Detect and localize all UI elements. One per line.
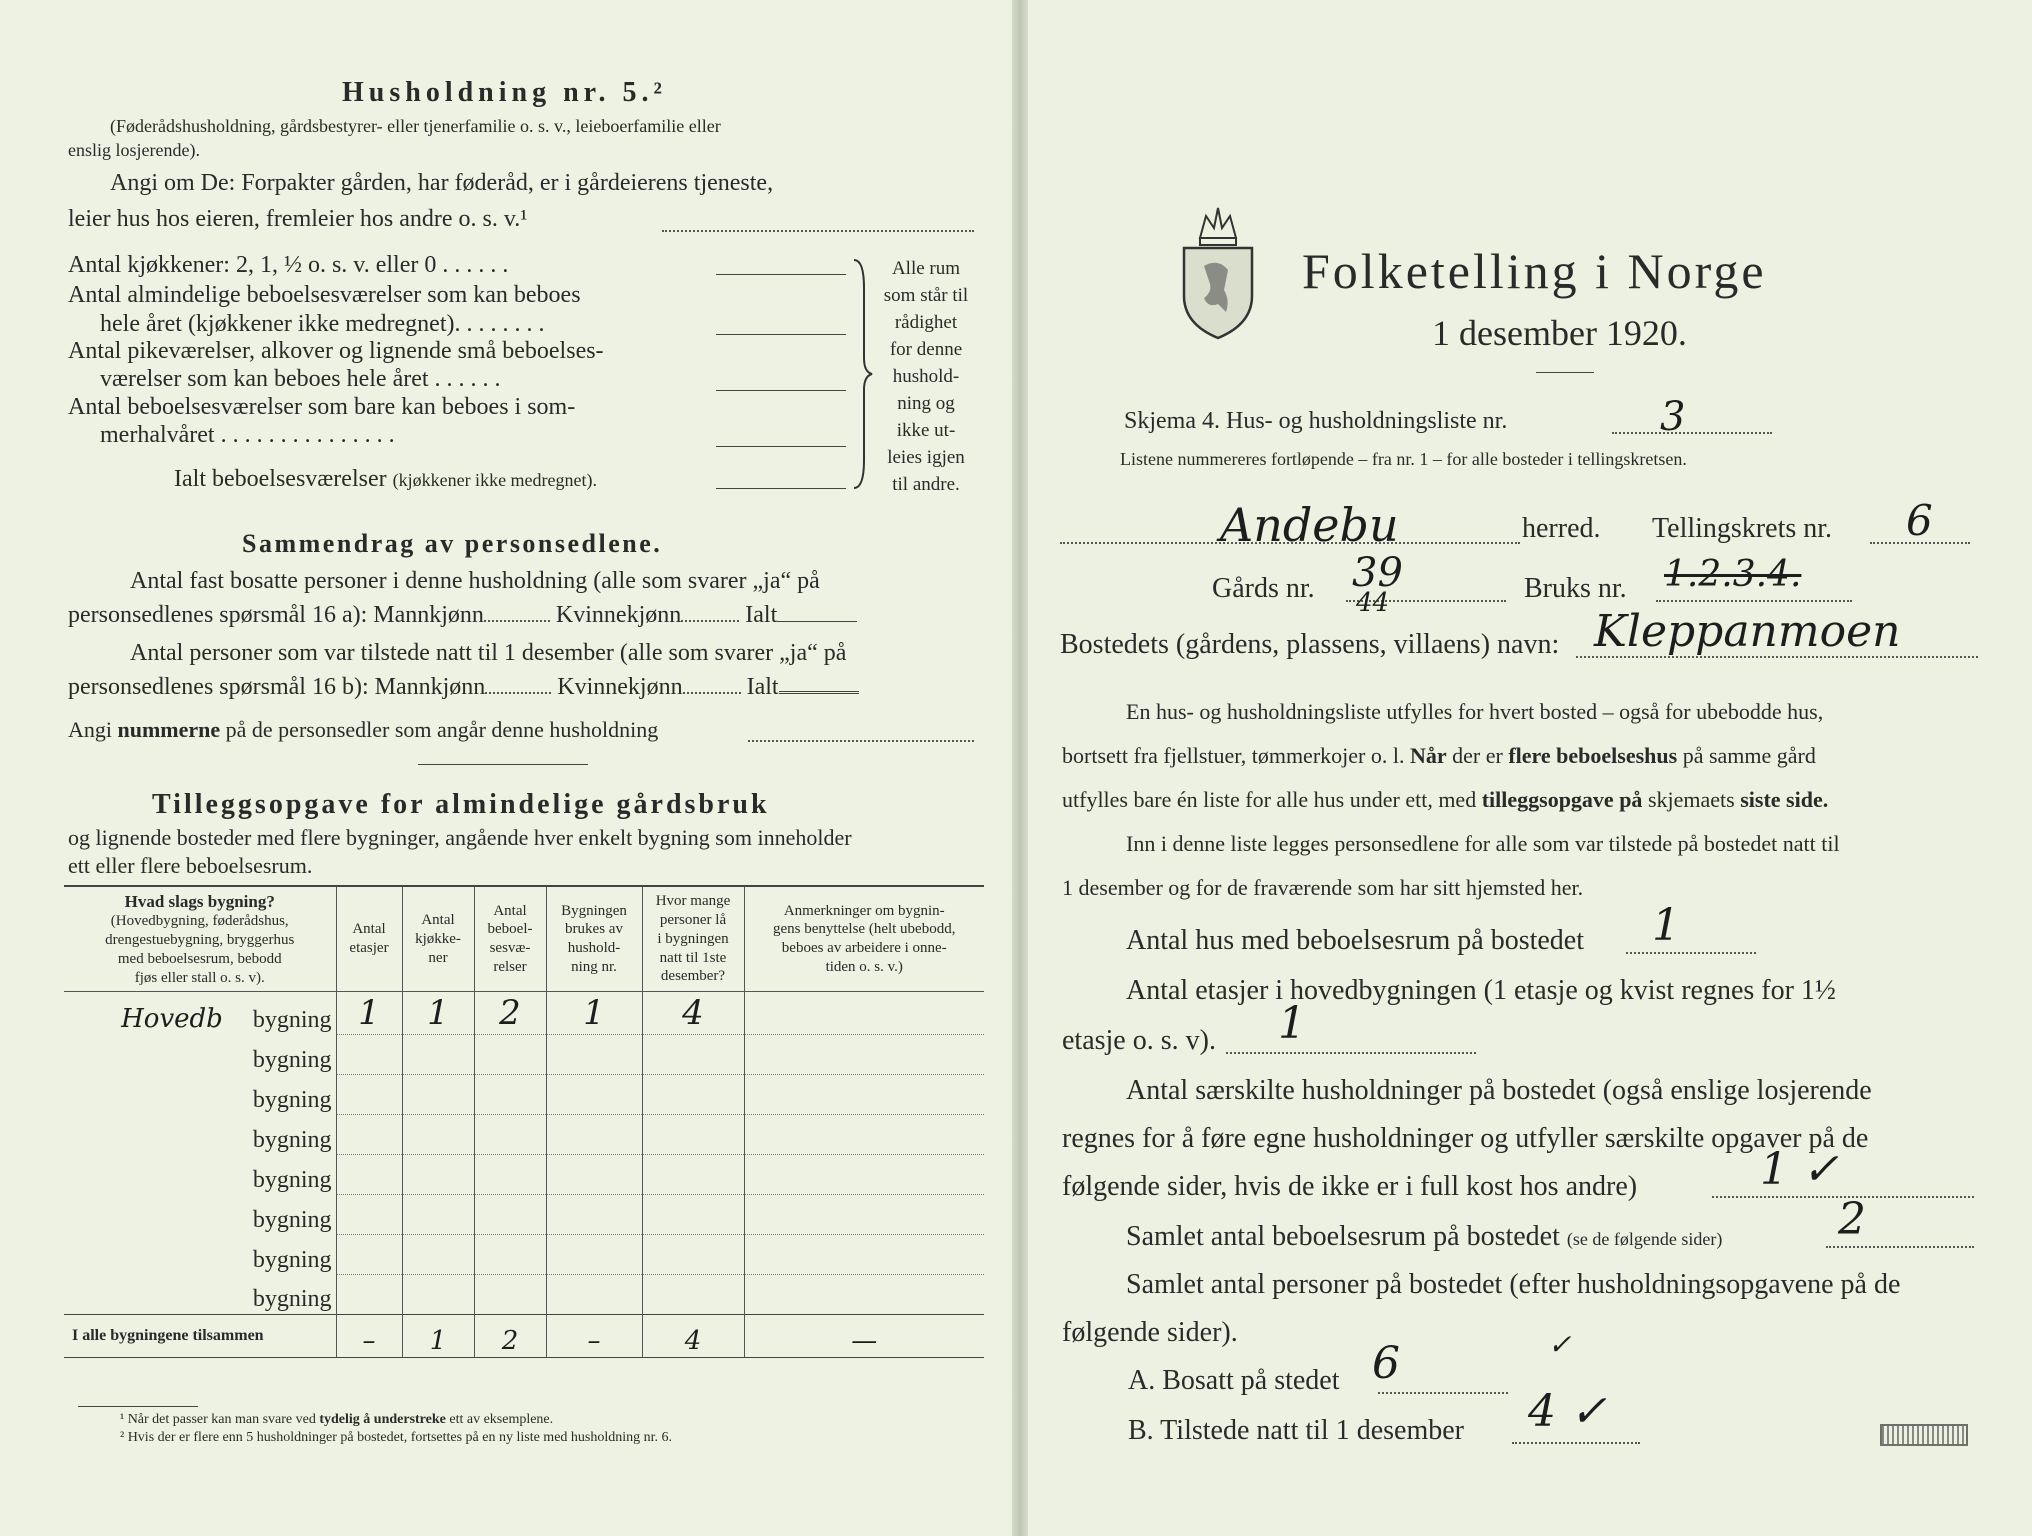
row-suffix: bygning bbox=[252, 1086, 332, 1113]
pike-answer-line bbox=[716, 390, 846, 391]
q-hus-label: Antal hus med beboelsesrum på bostedet bbox=[1126, 925, 1585, 956]
cell-kjokkener bbox=[402, 1035, 474, 1075]
cell-vaerelser bbox=[474, 1035, 546, 1075]
cell-etasjer bbox=[336, 1195, 402, 1235]
cell-kjokkener bbox=[402, 1155, 474, 1195]
census-title: Folketelling i Norge bbox=[1302, 243, 1767, 299]
instr2-line-2: 1 desember og for de fraværende som har sitt hjemsted her. bbox=[1062, 875, 1584, 900]
row-building-type bbox=[64, 1035, 336, 1075]
table-row bbox=[64, 1035, 984, 1075]
cell-personer bbox=[642, 1075, 744, 1115]
cell-etasjer bbox=[336, 1155, 402, 1195]
q-hus-value: 1 bbox=[1652, 900, 1680, 951]
cell-vaerelser bbox=[474, 1235, 546, 1275]
row-building-type bbox=[64, 1275, 336, 1315]
cell-etasjer: 1 bbox=[336, 992, 402, 1035]
cell-personer bbox=[642, 1035, 744, 1075]
q-samlet-rum-line bbox=[1826, 1246, 1974, 1248]
row-suffix: bygning bbox=[252, 1246, 332, 1273]
brace-note-line: rådighet bbox=[894, 311, 958, 333]
col-type-title: Hvad slags bygning? bbox=[124, 892, 275, 911]
household-note-1: (Føderådshusholdning, gårdsbestyrer- eller tjenerfamilie o. s. v., leieboerfamilie eller bbox=[110, 116, 721, 136]
census-date: 1 desember 1920. bbox=[1432, 313, 1687, 353]
row-type-value: Hovedb bbox=[121, 1003, 223, 1034]
cell-kjokkener bbox=[402, 1115, 474, 1155]
bruks-value: 1.2.3.4. bbox=[1664, 554, 1802, 595]
cell-vaerelser: 2 bbox=[474, 992, 546, 1035]
q-hus-line bbox=[1626, 952, 1756, 954]
table-header-row bbox=[64, 886, 984, 992]
row-suffix: bygning bbox=[252, 1046, 332, 1073]
cell-anm bbox=[744, 1195, 984, 1235]
gards-label: Gårds nr. bbox=[1212, 573, 1315, 604]
tellingskrets-value: 6 bbox=[1906, 496, 1933, 545]
title-rule bbox=[1536, 372, 1594, 373]
bosted-label: Bostedets (gårdens, plassens, villaens) navn: bbox=[1060, 629, 1560, 660]
summary-fast-2: personsedlenes spørsmål 16 a): Mannkjønn Kvinnekjønn Ialt bbox=[68, 602, 857, 628]
row-building-type bbox=[64, 992, 336, 1035]
cell-personer bbox=[642, 1115, 744, 1155]
bosted-value: Kleppanmoen bbox=[1594, 606, 1901, 657]
summary-tilst-1: Antal personer som var tilstede natt til 1 desember (alle som svarer „ja“ på bbox=[130, 640, 847, 666]
cell-vaerelser bbox=[474, 1275, 546, 1315]
skjema-label: Skjema 4. Hus- og husholdningsliste nr. bbox=[1124, 408, 1508, 434]
brace-note-line: Alle rum bbox=[891, 258, 961, 279]
rooms-som-1: Antal beboelsesværelser som bare kan beboes i som- bbox=[68, 394, 576, 420]
cell-etasjer bbox=[336, 1115, 402, 1155]
total-kjokkener: 1 bbox=[402, 1315, 474, 1358]
q-tilstede-label: B. Tilstede natt til 1 desember bbox=[1128, 1415, 1464, 1446]
q-etasjer-value: 1 bbox=[1278, 998, 1306, 1049]
cell-personer bbox=[642, 1235, 744, 1275]
footnote-2: ² Hvis der er flere enn 5 husholdninger på bostedet, fortsettes på en ny liste med husholdning nr. 6. bbox=[120, 1430, 673, 1445]
row-suffix: bygning bbox=[252, 1166, 332, 1193]
col-anmerkninger: Anmerkninger om bygnin- gens benyttelse (helt ubebodd, beboes av arbeidere i onne- tiden o. s. v.) bbox=[744, 886, 984, 992]
row-suffix: bygning bbox=[252, 1286, 332, 1313]
instr1-line-2: bortsett fra fjellstuer, tømmerkojer o. l. Når der er flere beboelseshus på samme gård bbox=[1062, 743, 1816, 768]
rooms-ialt: Ialt beboelsesværelser (kjøkkener ikke medregnet). bbox=[174, 466, 598, 492]
household-note-2: enslig losjerende). bbox=[68, 140, 200, 160]
angi-answer-line bbox=[662, 230, 974, 232]
q-tilstede-line bbox=[1512, 1442, 1640, 1444]
q-samlet-pers-1: Samlet antal personer på bostedet (efter husholdningsopgavene på de bbox=[1126, 1269, 1901, 1300]
skjema-value: 3 bbox=[1660, 394, 1686, 440]
total-etasjer: – bbox=[336, 1315, 402, 1358]
brace-note-line: som står til bbox=[883, 284, 969, 306]
q-samlet-rum: Samlet antal beboelsesrum på bostedet (se de følgende sider) bbox=[1126, 1221, 1723, 1252]
page-spine bbox=[1012, 0, 1028, 1536]
row-building-type bbox=[64, 1155, 336, 1195]
row-suffix: bygning bbox=[252, 1006, 332, 1033]
check-mark: ✓ bbox=[1548, 1328, 1572, 1361]
tellingskrets-label: Tellingskrets nr. bbox=[1652, 513, 1833, 544]
cell-anm bbox=[744, 1155, 984, 1195]
kjokkener-answer-line bbox=[716, 274, 846, 275]
cell-anm bbox=[744, 992, 984, 1035]
cell-personer: 4 bbox=[642, 992, 744, 1035]
cell-kjokkener bbox=[402, 1195, 474, 1235]
col-kjokkener: Antal kjøkke- ner bbox=[402, 886, 474, 992]
row-building-type bbox=[64, 1195, 336, 1235]
cell-anm bbox=[744, 1075, 984, 1115]
brace-note bbox=[878, 256, 974, 499]
row-building-type bbox=[64, 1235, 336, 1275]
printer-stamp bbox=[1880, 1424, 1968, 1446]
rooms-alm-2: hele året (kjøkkener ikke medregnet). . . . . . . . bbox=[100, 311, 545, 337]
q-etasjer-line bbox=[1226, 1052, 1476, 1054]
cell-kjokkener bbox=[402, 1075, 474, 1115]
cell-husholdning bbox=[546, 1275, 642, 1315]
angi-line-2: leier hus hos eieren, fremleier hos andre o. s. v.¹ bbox=[68, 206, 528, 232]
brace-icon bbox=[850, 258, 876, 490]
cell-kjokkener: 1 bbox=[402, 992, 474, 1035]
table-row bbox=[64, 1195, 984, 1235]
col-type-note: fjøs eller stall o. s. v). bbox=[134, 969, 265, 986]
table-row bbox=[64, 1155, 984, 1195]
cell-etasjer bbox=[336, 1275, 402, 1315]
q-samlet-rum-value: 2 bbox=[1838, 1194, 1866, 1245]
table-row bbox=[64, 992, 984, 1035]
table-total-row bbox=[64, 1315, 984, 1358]
col-type-note: drengestuebygning, bryggerhus bbox=[105, 932, 295, 948]
summary-fast-1: Antal fast bosatte personer i denne husholdning (alle som svarer „ja“ på bbox=[130, 568, 820, 594]
brace-note-line: leies igjen bbox=[887, 446, 965, 468]
summary-tilst-2: personsedlenes spørsmål 16 b): Mannkjønn Kvinnekjønn Ialt bbox=[68, 674, 859, 700]
brace-note-line: ning og bbox=[897, 392, 955, 414]
table-row bbox=[64, 1115, 984, 1155]
rooms-alm-1: Antal almindelige beboelsesværelser som kan beboes bbox=[68, 282, 581, 308]
col-building-type bbox=[64, 886, 336, 992]
instr1-line-1: En hus- og husholdningsliste utfylles for hvert bosted – også for ubebodde hus, bbox=[1126, 699, 1824, 724]
cell-vaerelser bbox=[474, 1075, 546, 1115]
angi-nummer-line bbox=[748, 740, 974, 742]
brace-note-line: til andre. bbox=[892, 473, 960, 495]
q-sers-2: regnes for å føre egne husholdninger og utfyller særskilte opgaver på de bbox=[1062, 1123, 1869, 1154]
brace-note-line: for denne bbox=[889, 338, 963, 360]
gards-value-2: 44 bbox=[1356, 588, 1390, 618]
rooms-som-2: merhalvåret . . . . . . . . . . . . . . . bbox=[100, 422, 395, 448]
herred-label: herred. bbox=[1522, 513, 1601, 544]
alm-answer-line bbox=[716, 334, 846, 335]
cell-kjokkener bbox=[402, 1275, 474, 1315]
total-anmerkninger: — bbox=[744, 1315, 984, 1358]
q-sers-3: følgende sider, hvis de ikke er i full kost hos andre) bbox=[1062, 1171, 1638, 1202]
total-personer: 4 bbox=[642, 1315, 744, 1358]
cell-etasjer bbox=[336, 1035, 402, 1075]
brace-note-line: hushold- bbox=[892, 365, 960, 387]
brace-note-line: ikke ut- bbox=[896, 419, 956, 441]
cell-husholdning bbox=[546, 1115, 642, 1155]
cell-husholdning bbox=[546, 1155, 642, 1195]
supplement-text-1: og lignende bosteder med flere bygninger, angående hver enkelt bygning som inneholder bbox=[68, 825, 852, 850]
instr1-line-3: utfylles bare én liste for alle hus under ett, med tilleggsopgave på skjemaets siste side. bbox=[1062, 787, 1829, 812]
bruks-line bbox=[1656, 600, 1852, 602]
total-husholdning: – bbox=[546, 1315, 642, 1358]
cell-vaerelser bbox=[474, 1195, 546, 1235]
col-etasjer: Antal etasjer bbox=[336, 886, 402, 992]
row-building-type bbox=[64, 1115, 336, 1155]
cell-anm bbox=[744, 1235, 984, 1275]
rooms-pike-2: værelser som kan beboes hele året . . . . . . bbox=[100, 366, 501, 392]
total-label: I alle bygningene tilsammen bbox=[64, 1315, 336, 1358]
supplement-title: Tilleggsopgave for almindelige gårdsbruk bbox=[152, 789, 770, 820]
q-bosatt-line bbox=[1378, 1392, 1508, 1394]
som-answer-line bbox=[716, 446, 846, 447]
cell-husholdning bbox=[546, 1235, 642, 1275]
summary-title: Sammendrag av personsedlene. bbox=[242, 529, 663, 558]
instr2-line-1: Inn i denne liste legges personsedlene for alle som var tilstede på bostedet natt til bbox=[1126, 831, 1840, 856]
cell-anm bbox=[744, 1035, 984, 1075]
cell-vaerelser bbox=[474, 1115, 546, 1155]
cell-personer bbox=[642, 1195, 744, 1235]
q-sers-value: 1 ✓ bbox=[1760, 1144, 1839, 1195]
ialt-answer-line bbox=[716, 488, 846, 489]
col-husholdning: Bygningen brukes av hushold- ning nr. bbox=[546, 886, 642, 992]
q-tilstede-value: 4 ✓ bbox=[1528, 1386, 1607, 1437]
cell-vaerelser bbox=[474, 1155, 546, 1195]
cell-anm bbox=[744, 1115, 984, 1155]
coat-of-arms-icon bbox=[1178, 200, 1258, 342]
q-bosatt-label: A. Bosatt på stedet bbox=[1128, 1365, 1340, 1396]
col-personer: Hvor mange personer lå i bygningen natt til 1ste desember? bbox=[642, 886, 744, 992]
row-building-type bbox=[64, 1075, 336, 1115]
table-row bbox=[64, 1235, 984, 1275]
cell-etasjer bbox=[336, 1075, 402, 1115]
cell-etasjer bbox=[336, 1235, 402, 1275]
col-type-note: med beboelsesrum, bebodd bbox=[117, 950, 282, 967]
row-suffix: bygning bbox=[252, 1126, 332, 1153]
cell-husholdning bbox=[546, 1195, 642, 1235]
supplement-text-2: ett eller flere beboelsesrum. bbox=[68, 853, 313, 878]
bruks-label: Bruks nr. bbox=[1524, 573, 1627, 604]
cell-personer bbox=[642, 1275, 744, 1315]
gards-value: 39 bbox=[1352, 550, 1403, 596]
q-bosatt-value: 6 bbox=[1372, 1338, 1400, 1389]
total-vaerelser: 2 bbox=[474, 1315, 546, 1358]
separator-rule bbox=[418, 764, 588, 765]
household-title: Husholdning nr. 5.² bbox=[342, 77, 667, 108]
summary-angi: Angi nummerne på de personsedler som angår denne husholdning bbox=[68, 717, 659, 742]
cell-husholdning: 1 bbox=[546, 992, 642, 1035]
listene-note: Listene nummereres fortløpende – fra nr. 1 – for alle bosteder i tellingskretsen. bbox=[1120, 449, 1687, 469]
footnote-rule bbox=[78, 1406, 198, 1407]
building-table bbox=[64, 885, 984, 1358]
herred-value: Andebu bbox=[1220, 498, 1399, 552]
angi-line-1: Angi om De: Forpakter gården, har føderåd, er i gårdeierens tjeneste, bbox=[110, 170, 774, 196]
q-etasjer-1: Antal etasjer i hovedbygningen (1 etasje og kvist regnes for 1½ bbox=[1126, 975, 1836, 1006]
q-samlet-pers-2: følgende sider). bbox=[1062, 1317, 1238, 1348]
col-vaerelser: Antal beboel- sesvæ- relser bbox=[474, 886, 546, 992]
cell-personer bbox=[642, 1155, 744, 1195]
rooms-kjokkener: Antal kjøkkener: 2, 1, ½ o. s. v. eller 0 . . . . . . bbox=[68, 252, 509, 278]
cell-husholdning bbox=[546, 1075, 642, 1115]
table-row bbox=[64, 1075, 984, 1115]
cell-kjokkener bbox=[402, 1235, 474, 1275]
q-sers-1: Antal særskilte husholdninger på bostedet (også enslige losjerende bbox=[1126, 1075, 1872, 1106]
row-suffix: bygning bbox=[252, 1206, 332, 1233]
table-row bbox=[64, 1275, 984, 1315]
q-etasjer-2: etasje o. s. v). bbox=[1062, 1025, 1216, 1056]
rooms-pike-1: Antal pikeværelser, alkover og lignende små beboelses- bbox=[68, 338, 604, 364]
cell-husholdning bbox=[546, 1035, 642, 1075]
cell-anm bbox=[744, 1275, 984, 1315]
footnote-1: ¹ Når det passer kan man svare ved tydelig å understreke ett av eksemplene. bbox=[120, 1412, 554, 1427]
skjema-line bbox=[1612, 432, 1772, 434]
col-type-note: (Hovedbygning, føderådshus, bbox=[110, 913, 289, 930]
